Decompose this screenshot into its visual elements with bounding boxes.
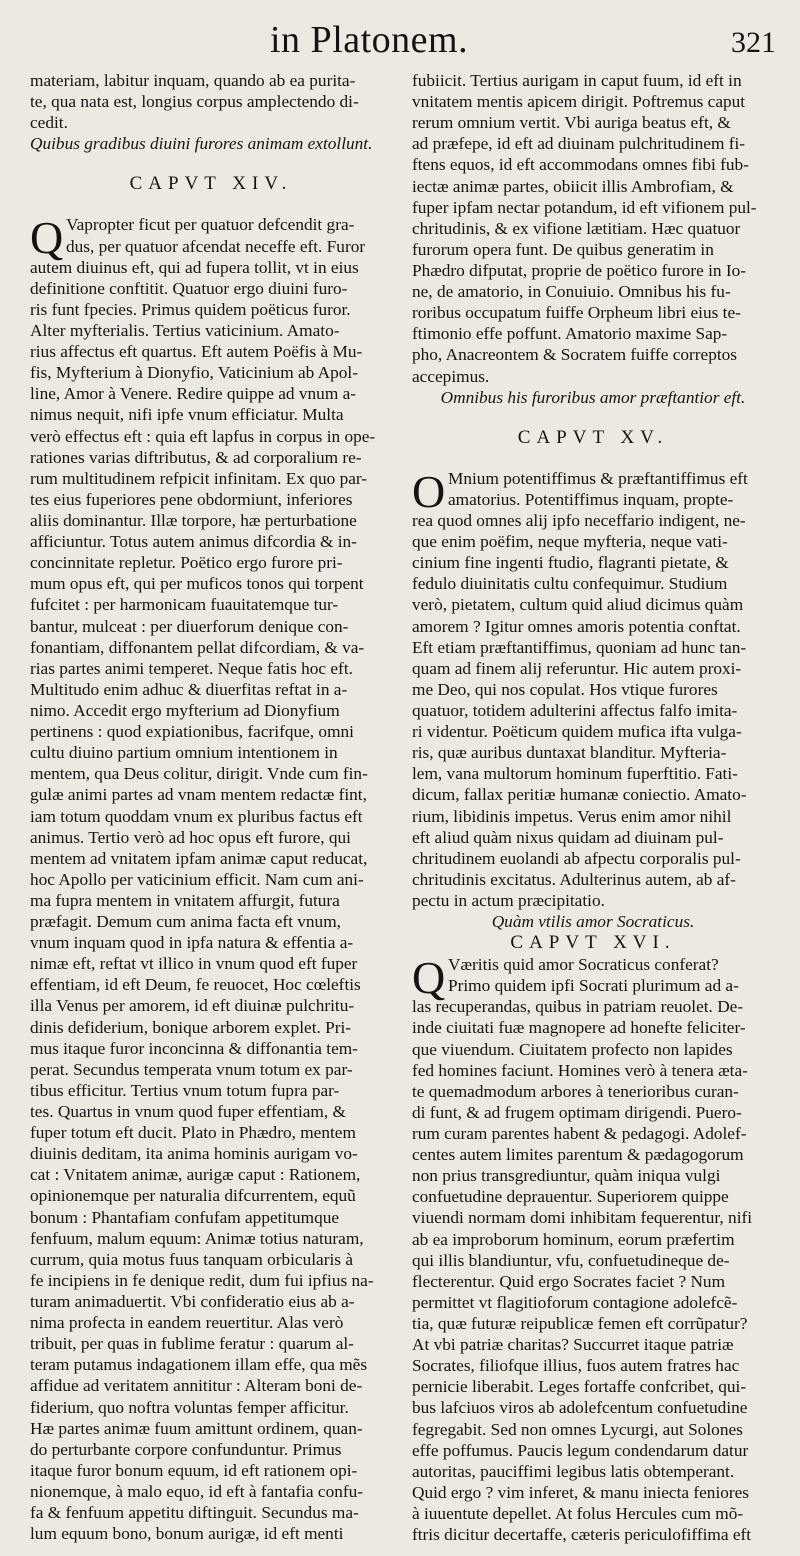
text-line: cat : Vnitatem animæ, aurigæ caput : Rationem,: [30, 1165, 361, 1185]
right-column-continuation: [412, 70, 774, 387]
text-line: centes autem limites parentum & pædagogorum: [412, 1145, 744, 1165]
right-column: [412, 70, 774, 1545]
text-line: permittet vt flagitioforum contagione adolefcẽ-: [412, 1292, 738, 1312]
text-line: rum curam parentes habent & pedagogi. Adolef-: [412, 1124, 747, 1144]
text-line: ftris dicitur decertaffe, cæteris periculofiffima eft: [412, 1525, 752, 1545]
text-line: afficiuntur. Totus autem animus difcordia & in-: [30, 532, 357, 552]
text-line: animus. Tertio verò ad hoc opus eft furore, qui: [30, 827, 351, 847]
text-line: Socrates, filiofque illius, fuos autem fratres hac: [412, 1356, 740, 1376]
chapter-heading: CAPVT XIV.: [129, 173, 293, 195]
text-line: me Deo, qui nos copulat. Hos vtique furores: [412, 679, 718, 699]
text-line: Primo quidem ipfi Socrati plurimum ad a-: [448, 976, 739, 996]
text-line: nima profecta in eandem reuertitur. Alas verò: [30, 1313, 344, 1333]
paragraph-lines: [412, 465, 774, 911]
text-line: præfagit. Demum cum anima facta eft vnum,: [30, 912, 341, 932]
text-line: vnum inquam quod in ipfa natura & effentia a-: [30, 933, 354, 953]
text-line: chritudinis excitatus. Adulterinus autem, ab af-: [412, 869, 736, 889]
text-line: diuinis deditam, ita anima hominis aurigam vo-: [30, 1144, 358, 1164]
chapter-heading: CAPVT XV.: [517, 426, 669, 448]
paragraph-lines: [412, 954, 774, 1545]
text-line: fis, Myfterium à Dionyfio, Vaticinium ab Apol-: [30, 363, 358, 383]
text-line: Væritis quid amor Socraticus conferat?: [448, 955, 719, 975]
left-column-continuation: [30, 70, 392, 133]
chapter-paragraph: [412, 954, 774, 1545]
text-line: tes. Quartus in vnum quod fuper effentiam, &: [30, 1102, 346, 1122]
text-line: tia, quæ futuræ reipublicæ femen eft corrũpatur?: [412, 1314, 748, 1334]
text-line: amatorius. Potentiffimus inquam, propte-: [448, 489, 734, 509]
text-line: verò, pietatem, cultum quid aliud dicimus quàm: [412, 595, 744, 615]
text-line: ne, de amatorio, in Conuiuio. Omnibus his fu-: [412, 282, 731, 302]
text-line: nimo. Accedit ergo myfterium ad Dionyfium: [30, 700, 340, 720]
text-line: ad præfepe, id eft ad diuinam pulchritudinem fi-: [412, 134, 746, 154]
text-line: mentem, qua Deus colitur, dirigit. Vnde cum fin-: [30, 764, 368, 784]
text-line: viuendi normam domi inhibitam fequerentur, nifi: [412, 1208, 753, 1228]
text-line: quam ad finem alij referuntur. Hic autem proxi-: [412, 658, 742, 678]
text-line: mentem ad vnitatem ipfam animæ caput reducat,: [30, 848, 368, 868]
text-line: ri videntur. Poëticum quidem mufica ifta vulga-: [412, 722, 742, 742]
text-line: definitione conftitit. Quatuor ergo diuini furo-: [30, 278, 348, 298]
text-line: nionemque, à malo equo, id eft à fantafia confu-: [30, 1482, 364, 1501]
text-line: rius affectus eft quartus. Eft autem Poëfis à Mu-: [30, 342, 363, 362]
chapter-subtitle: Omnibus his furoribus amor præftantior eft.: [440, 387, 746, 407]
text-line: Eft etiam præftantiffimus, quoniam ad hunc tan-: [412, 637, 747, 657]
text-line: fiderium, quo noftra voluntas femper afficitur.: [30, 1397, 349, 1417]
text-line: rerum omnium vertit. Vbi auriga beatus eft, &: [412, 113, 731, 133]
text-line: mus itaque furor inconcinna & diffonantia tem-: [30, 1038, 358, 1058]
text-line: fuper ipfam nectar potandum, id eft vifionem pul-: [412, 197, 757, 217]
chapter-subtitle: Quibus gradibus diuini furores animam extollunt.: [30, 134, 373, 154]
text-line: opinionemque per naturalia difcurrentem, equũ: [30, 1186, 356, 1206]
text-line: pertinens : quod expiationibus, facrifque, omni: [30, 722, 354, 742]
text-line: ma fupra mentem in vnitatem affurgit, futura: [30, 890, 340, 910]
text-line: cinium fine ingenti ftudio, flagranti pietate, &: [412, 553, 729, 573]
text-line: que viuendum. Ciuitatem profecto non lapides: [412, 1039, 733, 1059]
running-title: in Platonem.: [270, 19, 469, 61]
text-line: quatuor, totidem adulterini affectus falfo imita-: [412, 700, 738, 720]
text-line: vnitatem mentis apicem dirigit. Poftremus caput: [412, 92, 746, 112]
text-line: fubiicit. Tertius aurigam in caput fuum, id eft in: [412, 71, 742, 90]
text-line: te, qua nata est, longius corpus amplectendo di-: [30, 92, 359, 112]
text-line: dinis defiderium, bonique arborem explet. Pri-: [30, 1017, 352, 1037]
text-line: tes eius fuperiores pene obdormiunt, inferiores: [30, 489, 353, 509]
text-line: pectu in actum præcipitatio.: [412, 890, 605, 910]
text-line: lum equum bono, bonum aurigæ, id eft menti: [30, 1524, 344, 1544]
text-line: ftimonio effe poffunt. Amatorio maxime Sap-: [412, 324, 728, 344]
text-line: rea quod omnes alij ipfo neceffario indigent, ne-: [412, 510, 746, 530]
text-line: perat. Secundus temperata vnum totum ex par-: [30, 1059, 353, 1079]
text-line: pernicie liberabit. Leges fortaffe confcribet, qui-: [412, 1377, 747, 1397]
text-line: inde ciuitati fuæ magnopere ad honefte feliciter-: [412, 1018, 746, 1038]
text-line: cedit.: [30, 113, 68, 133]
text-line: autoritas, pauciffimi legibus latis obtemperant.: [412, 1461, 735, 1481]
chapter-heading: CAPVT XVI.: [510, 932, 676, 954]
text-line: rium, libidinis impetus. Verus enim amor nihil: [412, 806, 732, 826]
text-line: affidue ad veritatem annititur : Alteram boni de-: [30, 1376, 363, 1396]
text-line: flecterentur. Quid ergo Socrates faciet ? Num: [412, 1271, 726, 1291]
text-line: cultu diuino partium omnium intentionem in: [30, 743, 338, 763]
text-line: di funt, & ad frugem optimam dirigendi. Puero-: [412, 1102, 742, 1122]
text-line: dicum, fallax peritiæ humanæ coniectio. Amato-: [412, 785, 747, 805]
text-line: que enim poëfim, neque myfteria, neque vati-: [412, 532, 728, 552]
text-line: te quemadmodum arbores à tenerioribus curan-: [412, 1081, 739, 1101]
text-line: nimæ eft, reftat vt illico in vnum quod eft fuper: [30, 954, 358, 974]
text-line: fonantiam, diffonantem pellat difcordiam, & va-: [30, 637, 365, 657]
text-line: iam totum quoddam vnum ex pluribus factus eft: [30, 806, 363, 826]
text-line: materiam, labitur inquam, quando ab ea purita-: [30, 71, 356, 90]
text-line: itaque furor bonum equum, id eft rationem opi-: [30, 1460, 358, 1480]
text-line: turam animaduertit. Vbi confideratio eius ab a-: [30, 1292, 355, 1312]
text-line: tibus efficitur. Tertius vnum totum fupra par-: [30, 1080, 340, 1100]
page-number: 321: [731, 26, 776, 59]
text-line: roribus occupatum fuiffe Orpheum libri eius te-: [412, 303, 741, 323]
drop-cap: Q: [30, 212, 64, 264]
text-line: chritudinis, & ex vifione lætitiam. Hæc quatuor: [412, 218, 741, 238]
text-line: effe poffumus. Paucis legum condendarum datur: [412, 1440, 749, 1460]
left-column: [30, 70, 392, 1544]
text-line: rum multitudinem refpicit infinitam. Ex quo par-: [30, 468, 368, 488]
text-line: fed homines faciunt. Homines verò à tenera æta-: [412, 1060, 748, 1080]
text-line: currum, quia motus fuus tanquam orbicularis à: [30, 1249, 353, 1269]
text-line: At vbi patriæ charitas? Succurret itaque patriæ: [412, 1335, 734, 1355]
text-line: bonum : Phantafiam confufam appetitumque: [30, 1207, 340, 1227]
text-line: rias partes animi temperet. Neque fatis hoc eft.: [30, 658, 353, 678]
text-line: Alter myfterialis. Tertius vaticinium. Amato-: [30, 320, 340, 340]
text-line: teram putamus indagationem illam effe, qua mẽs: [30, 1355, 368, 1375]
text-line: accepimus.: [412, 366, 490, 386]
text-line: qui illis blandiuntur, vfu, confuetudineque de-: [412, 1250, 730, 1270]
text-line: ftens equos, id eft accommodans omnes fibi fub-: [412, 155, 749, 175]
text-line: bus lafciuos viros ab adolefcentum confuetudine: [412, 1398, 748, 1418]
text-line: fuper totum eft ducit. Plato in Phædro, mentem: [30, 1123, 356, 1143]
text-line: concinnitate repletur. Poëtico ergo furore pri-: [30, 553, 343, 573]
text-line: fufcitet : per harmonicam fuauitatemque tur-: [30, 595, 339, 615]
text-line: eft aliud quàm nixus quidam ad diuinam pul-: [412, 827, 724, 847]
text-line: fedulo diuinitatis cultu confequimur. Studium: [412, 574, 728, 594]
text-line: las recuperandas, quibus in patriam reuolet. De-: [412, 997, 744, 1017]
text-line: furorum opera funt. De quibus generatim in: [412, 239, 714, 259]
chapter-paragraph: [412, 465, 774, 911]
text-line: à iuuentute depellet. At folus Hercules cum mõ-: [412, 1504, 744, 1523]
text-line: dus, per quatuor afcendat neceffe eft. Furor: [66, 236, 366, 256]
text-line: rationes varias diftributus, & ad corporalium re-: [30, 447, 362, 467]
text-line: mum opus eft, qui per muficos tonos qui torpent: [30, 574, 364, 594]
text-line: Hæ partes animæ fuum amittunt ordinem, quan-: [30, 1418, 363, 1438]
text-line: illa Venus per amorem, id eft diuinæ pulchritu-: [30, 996, 355, 1016]
text-line: chritudinem euolandi ab afpectu corporalis pul-: [412, 848, 741, 868]
text-line: aliis dominantur. Illæ torpore, hæ perturbatione: [30, 510, 357, 530]
text-line: bantur, mulceat : per diuerforum denique con-: [30, 616, 349, 636]
text-line: fa & fenfuum appetitu diftinguit. Secundus ma-: [30, 1503, 359, 1523]
text-line: fe incipiens in fe denique redit, dum fui ipfius na-: [30, 1270, 374, 1290]
text-line: Mnium potentiffimus & præftantiffimus eft: [448, 468, 748, 488]
chapter-paragraph: [30, 214, 392, 1544]
text-line: fegregabit. Sed non omnes Lycurgi, aut Solones: [412, 1419, 743, 1439]
text-line: ris, quæ auribus duntaxat blanditur. Myfteria-: [412, 743, 727, 763]
text-line: autem diuinus eft, qui ad fupera tollit, vt in eius: [30, 257, 359, 277]
drop-cap: Q: [412, 952, 446, 1004]
text-line: iectæ animæ partes, obiicit illis Ambrofiam, &: [412, 176, 734, 196]
text-line: Phædro difputat, proprie de poëtico furore in Io-: [412, 260, 747, 280]
text-line: hoc Apollo per vaticinium efficit. Nam cum ani-: [30, 869, 364, 889]
text-line: fenfuum, malum equum: Animæ totius naturam,: [30, 1228, 364, 1248]
text-line: nimus nequit, nifi ipfe vnum efficiatur. Multa: [30, 405, 344, 425]
text-line: amorem ? Igitur omnes amoris potentia conftat.: [412, 616, 741, 636]
paragraph-lines: [30, 214, 392, 1544]
text-line: tribuit, per quas in fublime feratur : quarum al-: [30, 1334, 354, 1354]
text-line: Quid ergo ? vim inferet, & manu iniecta feniores: [412, 1482, 750, 1502]
text-line: ab ea improborum hominum, eorum præfertim: [412, 1229, 735, 1249]
chapter-subtitle: Quàm vtilis amor Socraticus.: [491, 912, 695, 932]
text-line: Vapropter ficut per quatuor defcendit gra-: [66, 215, 355, 235]
text-line: lem, vana multorum hominum fuperftitio. Fati-: [412, 764, 738, 784]
text-line: verò effectus eft : quia eft lapfus in corpus in ope-: [30, 426, 376, 446]
text-line: Multitudo enim adhuc & diuerfitas reftat in a-: [30, 679, 348, 699]
text-line: confuetudine deprauentur. Superiorem quippe: [412, 1187, 729, 1207]
text-line: gulæ animi partes ad vnam mentem redactæ fint,: [30, 785, 367, 805]
running-header: [0, 18, 800, 70]
text-line: do perturbante corpore confunduntur. Primus: [30, 1439, 342, 1459]
text-line: pho, Anacreontem & Socratem fuiffe correptos: [412, 345, 738, 365]
text-line: line, Amor à Venere. Redire quippe ad vnum a-: [30, 384, 357, 404]
drop-cap: O: [412, 465, 446, 517]
text-line: effentiam, id eft Deum, fe reuocet, Hoc cœleftis: [30, 975, 361, 995]
text-line: non prius transgrediuntur, quàm iniqua vulgi: [412, 1166, 721, 1186]
text-line: ris funt fpecies. Primus quidem poëticus furor.: [30, 299, 351, 319]
